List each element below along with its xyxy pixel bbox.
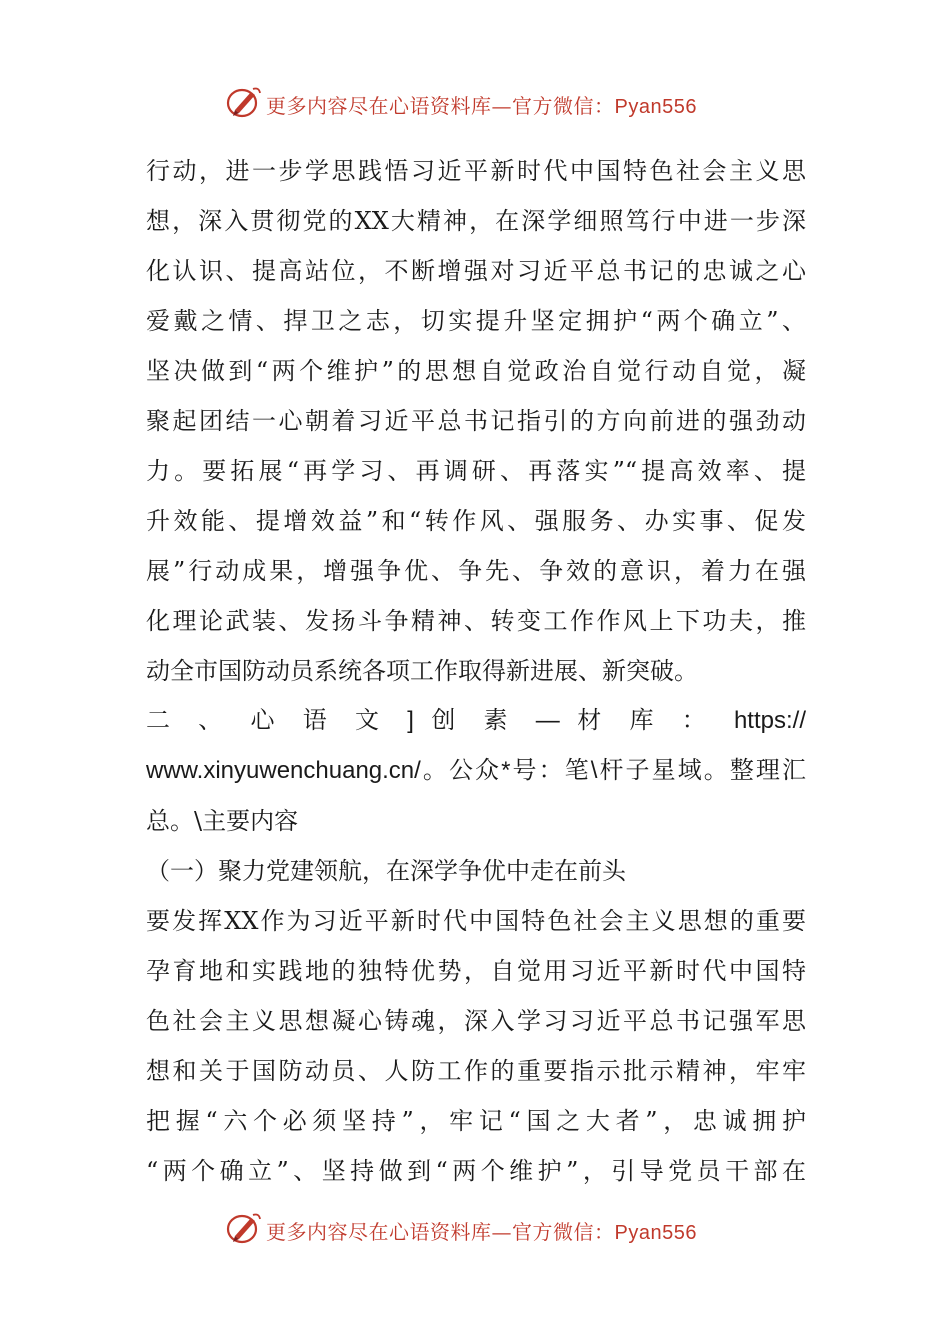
pen-logo-icon [225,1210,263,1246]
body-line: 总。\主要内容 [146,807,299,835]
document-body [146,146,806,1196]
header-banner-separator: — [491,94,512,118]
header-banner-text [266,90,697,119]
header-banner [0,82,950,122]
body-line-url-heading: 二 、 心 语 文 ] 创 素 — 材 库 ： https:// [146,707,806,734]
footer-banner-title: 更多内容尽在心语资料库 [266,1220,492,1244]
body-line: 化认识、提高站位，不断增强对习近平总书记的忠诚之心 [146,257,806,285]
pen-logo-icon [225,84,263,120]
body-line: 力。要拓展“再学习、再调研、再落实”“提高效率、提 [146,457,806,485]
footer-banner-text [266,1216,697,1245]
footer-banner-separator: — [491,1220,512,1244]
body-line: 想和关于国防动员、人防工作的重要指示批示精神，牢牢 [146,1057,806,1085]
body-line: 色社会主义思想凝心铸魂，深入学习习近平总书记强军思 [146,1007,806,1035]
body-line: 展”行动成果，增强争优、争先、争效的意识，着力在强 [146,557,806,585]
body-line: 动全市国防动员系统各项工作取得新进展、新突破。 [146,657,698,685]
body-line: 要发挥XX作为习近平新时代中国特色社会主义思想的重要 [146,907,806,935]
body-line: 聚起团结一心朝着习近平总书记指引的方向前进的强劲动 [146,407,806,435]
body-line: 孕育地和实践地的独特优势，自觉用习近平新时代中国特 [146,957,806,985]
body-line: 想，深入贯彻党的XX大精神，在深学细照笃行中进一步深 [146,207,806,235]
body-line: 坚决做到“两个维护”的思想自觉政治自觉行动自觉，凝 [146,357,806,385]
body-line: 升效能、提增效益”和“转作风、强服务、办实事、促发 [146,507,806,535]
body-line: 行动，进一步学思践悟习近平新时代中国特色社会主义思 [146,157,806,185]
body-line: 把握“六个必须坚持”，牢记“国之大者”，忠诚拥护 [146,1107,806,1135]
section-heading: （一）聚力党建领航，在深学争优中走在前头 [146,857,626,885]
footer-banner-wechat-label: 官方微信： [512,1220,615,1244]
footer-banner [0,1208,950,1248]
body-line: 爱戴之情、捍卫之志，切实提升坚定拥护“两个确立”、 [146,307,806,335]
header-banner-title: 更多内容尽在心语资料库 [266,94,492,118]
body-line: 化理论武装、发扬斗争精神、转变工作作风上下功夫，推 [146,607,806,635]
body-line: “两个确立”、坚持做到“两个维护”，引导党员干部在 [146,1157,806,1185]
footer-banner-account: Pyan556 [614,1222,697,1244]
body-line-url: www.xinyuwenchuang.cn/。公众*号：笔\杆子星域。整理汇 [146,757,806,784]
header-banner-account: Pyan556 [614,96,697,118]
header-banner-wechat-label: 官方微信： [512,94,615,118]
